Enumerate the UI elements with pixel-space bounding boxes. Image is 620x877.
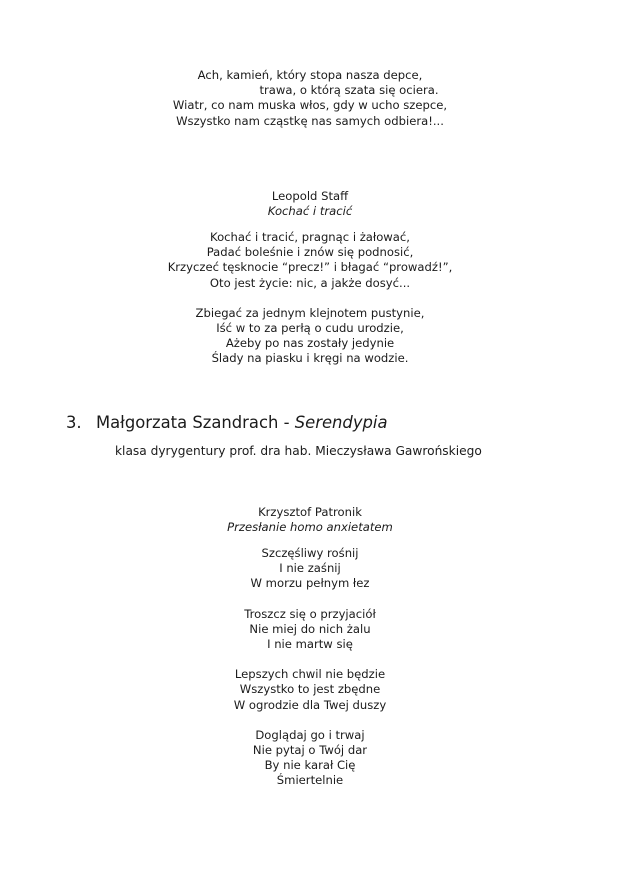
patronik-credit-block <box>0 505 620 536</box>
poem-author: Krzysztof Patronik <box>258 505 362 519</box>
stanza <box>0 306 620 367</box>
program-entry-number: 3. <box>66 413 82 432</box>
poem-line: Ach, kamień, który stopa nasza depce, <box>197 68 423 82</box>
poem-line: Doglądaj go i trwaj <box>255 727 365 742</box>
stanza <box>0 68 620 129</box>
poem-line: I nie martw się <box>267 637 353 652</box>
poem-line: Nie miej do nich żalu <box>249 621 371 636</box>
staff-poem-section <box>0 230 620 367</box>
poem-line: I nie zaśnij <box>279 561 341 576</box>
poem-line: Ślady na piasku i kręgi na wodzie. <box>211 351 409 366</box>
poem-line: W morzu pełnym łez <box>250 576 370 591</box>
poem-line: Wszystko to jest zbędne <box>239 682 381 697</box>
poem-line: Oto jest życie: nic, a jakże dosyć... <box>209 275 411 290</box>
poem-line: Wszystko nam cząstkę nas samych odbiera!... <box>176 113 444 128</box>
poem-line: trawa, o którą szata się ociera. <box>259 83 439 98</box>
stanza <box>0 607 620 653</box>
staff-credit-block <box>0 189 620 220</box>
performer-name: Małgorzata Szandrach - <box>96 413 295 432</box>
poem-line: Śmiertelnie <box>276 773 344 788</box>
poem-line: Troszcz się o przyjaciół <box>244 606 376 621</box>
stanza <box>0 728 620 789</box>
poem-line: By nie karał Cię <box>264 758 356 773</box>
program-entry-title <box>96 412 388 434</box>
stanza <box>0 230 620 291</box>
poem-line: Krzyczeć tęsknocie “precz!” i błagać “prowadź!”, <box>167 260 453 275</box>
poem-line: Nie pytaj o Twój dar <box>252 743 368 758</box>
poem-line: Ażeby po nas zostały jedynie <box>225 336 395 351</box>
program-entry-heading <box>0 412 620 434</box>
poem-line: Padać boleśnie i znów się podnosić, <box>206 245 414 260</box>
poem-author: Leopold Staff <box>271 189 349 203</box>
poem-line: Szczęśliwy rośnij <box>261 546 359 560</box>
excerpt-top-section <box>0 68 620 129</box>
poem-work-title: Przesłanie homo anxietatem <box>227 520 393 535</box>
work-title: Serendypia <box>294 413 388 432</box>
poem-line: Zbiegać za jednym klejnotem pustynie, <box>195 305 425 320</box>
stanza <box>0 667 620 713</box>
poem-line: Kochać i tracić, pragnąc i żałować, <box>210 230 410 244</box>
program-entry-subtitle: klasa dyrygentury prof. dra hab. Mieczysława Gawrońskiego <box>115 444 482 458</box>
stanza <box>0 546 620 592</box>
poem-line: Lepszych chwil nie będzie <box>234 667 386 682</box>
patronik-poem-section <box>0 546 620 789</box>
poem-line: W ogrodzie dla Twej duszy <box>233 697 387 712</box>
poem-line: Iść w to za perłą o cudu urodzie, <box>216 321 404 336</box>
poem-line: Wiatr, co nam muska włos, gdy w ucho szepce, <box>172 98 448 113</box>
program-entry-section <box>0 412 620 459</box>
poem-work-title: Kochać i tracić <box>267 204 353 219</box>
